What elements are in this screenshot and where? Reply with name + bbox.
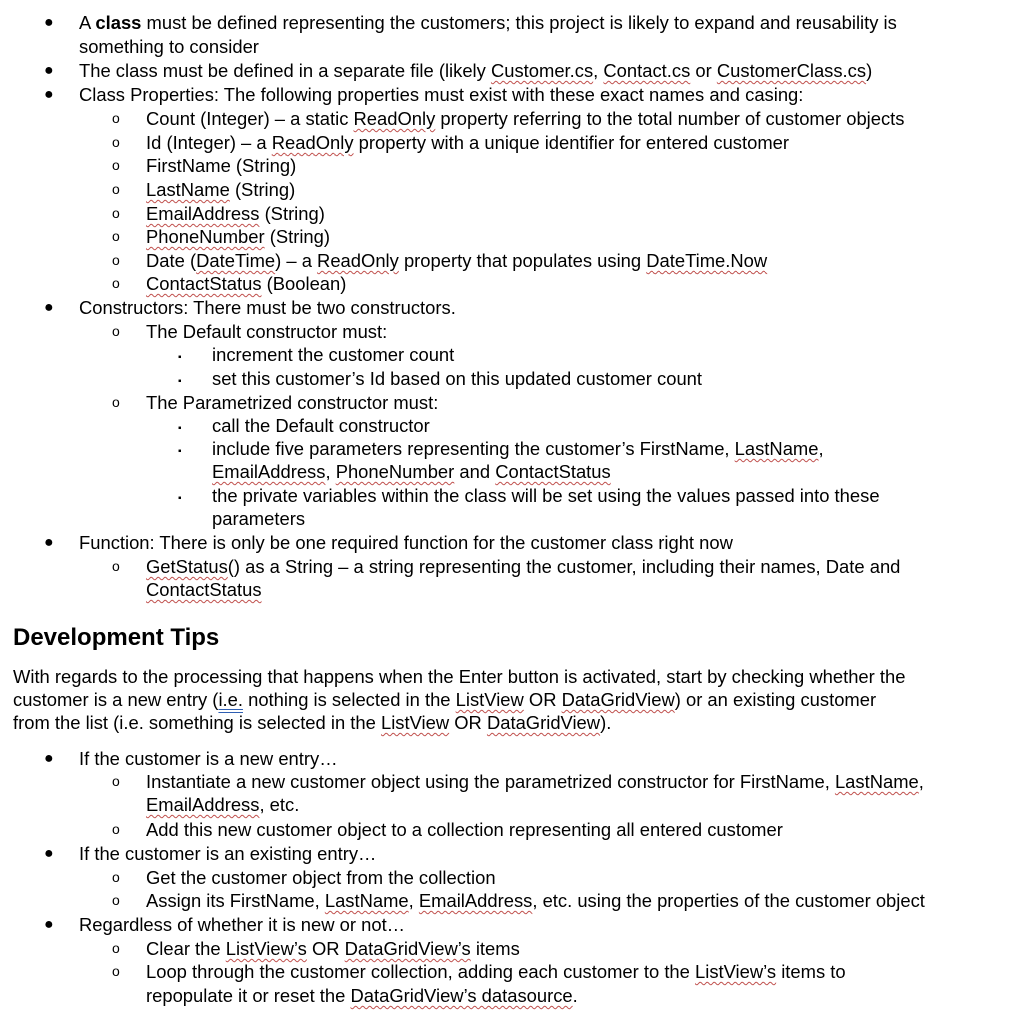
param-ctor-title: The Parametrized constructor must:	[146, 392, 439, 413]
param-ctor-item: the private variables within the class will be set using the values passed into these	[212, 485, 880, 506]
bullet-square: ▪	[178, 376, 182, 387]
default-ctor-title: The Default constructor must:	[146, 321, 388, 342]
bullet-circle: o	[112, 181, 120, 197]
default-ctor-item: increment the customer count	[212, 344, 455, 365]
bullet-disc: ●	[44, 62, 54, 79]
getstatus-item-cont: ContactStatus	[146, 579, 262, 600]
existing-entry-item: Get the customer object from the collection	[146, 867, 496, 888]
class-requirement-text: A class must be defined representing the customers; this project is likely to expand and reusability is	[79, 12, 897, 33]
existing-entry-heading: If the customer is an existing entry…	[79, 843, 377, 864]
regardless-item-cont: repopulate it or reset the DataGridView’s datasource.	[146, 985, 578, 1006]
bullet-circle: o	[112, 205, 120, 221]
bullet-circle: o	[112, 869, 120, 885]
bullet-square: ▪	[178, 423, 182, 434]
bullet-circle: o	[112, 821, 120, 837]
bullet-circle: o	[112, 157, 120, 173]
param-ctor-item: include five parameters representing the customer’s FirstName, LastName,	[212, 438, 824, 459]
bullet-circle: o	[112, 228, 120, 244]
development-tips-heading: Development Tips	[13, 624, 220, 651]
function-heading: Function: There is only be one required function for the customer class right now	[79, 532, 733, 553]
bullet-circle: o	[112, 963, 120, 979]
bullet-disc: ●	[44, 299, 54, 316]
param-ctor-item: call the Default constructor	[212, 415, 430, 436]
new-entry-item: Instantiate a new customer object using the parametrized constructor for FirstName, LastName,	[146, 771, 924, 792]
bullet-disc: ●	[44, 916, 54, 933]
bullet-circle: o	[112, 110, 120, 126]
bullet-circle: o	[112, 940, 120, 956]
regardless-item: Loop through the customer collection, adding each customer to the ListView’s items to	[146, 961, 846, 982]
property-email: EmailAddress (String)	[146, 203, 325, 224]
property-count: Count (Integer) – a static ReadOnly property referring to the total number of customer objects	[146, 108, 905, 129]
param-ctor-item-cont: parameters	[212, 508, 306, 529]
property-id: Id (Integer) – a ReadOnly property with a unique identifier for entered customer	[146, 132, 790, 153]
constructors-heading: Constructors: There must be two constructors.	[79, 297, 456, 318]
regardless-heading: Regardless of whether it is new or not…	[79, 914, 406, 935]
bullet-circle: o	[112, 323, 120, 339]
bullet-circle: o	[112, 134, 120, 150]
bullet-circle: o	[112, 252, 120, 268]
bullet-square: ▪	[178, 446, 182, 457]
new-entry-item: Add this new customer object to a collection representing all entered customer	[146, 819, 783, 840]
existing-entry-item: Assign its FirstName, LastName, EmailAddress, etc. using the properties of the customer object	[146, 890, 925, 911]
regardless-item: Clear the ListView’s OR DataGridView’s items	[146, 938, 520, 959]
bullet-disc: ●	[44, 845, 54, 862]
property-phone: PhoneNumber (String)	[146, 226, 330, 247]
bullet-square: ▪	[178, 352, 182, 363]
bullet-disc: ●	[44, 750, 54, 767]
new-entry-heading: If the customer is a new entry…	[79, 748, 338, 769]
default-ctor-item: set this customer’s Id based on this updated customer count	[212, 368, 703, 389]
bullet-disc: ●	[44, 534, 54, 551]
bullet-disc: ●	[44, 86, 54, 103]
tips-paragraph-line: With regards to the processing that happens when the Enter button is activated, start by checking whether the	[13, 666, 906, 687]
param-ctor-item-cont: EmailAddress, PhoneNumber and ContactStatus	[212, 461, 611, 482]
properties-heading: Class Properties: The following properties must exist with these exact names and casing:	[79, 84, 804, 105]
bullet-square: ▪	[178, 493, 182, 504]
file-requirement-text: The class must be defined in a separate file (likely Customer.cs, Contact.cs or CustomerClass.cs)	[79, 60, 873, 81]
tips-paragraph-line: from the list (i.e. something is selected in the ListView OR DataGridView).	[13, 712, 612, 733]
getstatus-item: GetStatus() as a String – a string representing the customer, including their names, Date and	[146, 556, 901, 577]
bullet-circle: o	[112, 892, 120, 908]
bullet-circle: o	[112, 394, 120, 410]
bullet-circle: o	[112, 558, 120, 574]
property-contactstatus: ContactStatus (Boolean)	[146, 273, 347, 294]
new-entry-item-cont: EmailAddress, etc.	[146, 794, 300, 815]
property-firstname: FirstName (String)	[146, 155, 297, 176]
bullet-circle: o	[112, 275, 120, 291]
property-date: Date (DateTime) – a ReadOnly property that populates using DateTime.Now	[146, 250, 768, 271]
tips-paragraph-line: customer is a new entry (i.e. nothing is selected in the ListView OR DataGridView) or an existing customer	[13, 689, 877, 710]
bullet-circle: o	[112, 773, 120, 789]
bullet-disc: ●	[44, 14, 54, 31]
class-requirement-cont: something to consider	[79, 36, 259, 57]
property-lastname: LastName (String)	[146, 179, 296, 200]
